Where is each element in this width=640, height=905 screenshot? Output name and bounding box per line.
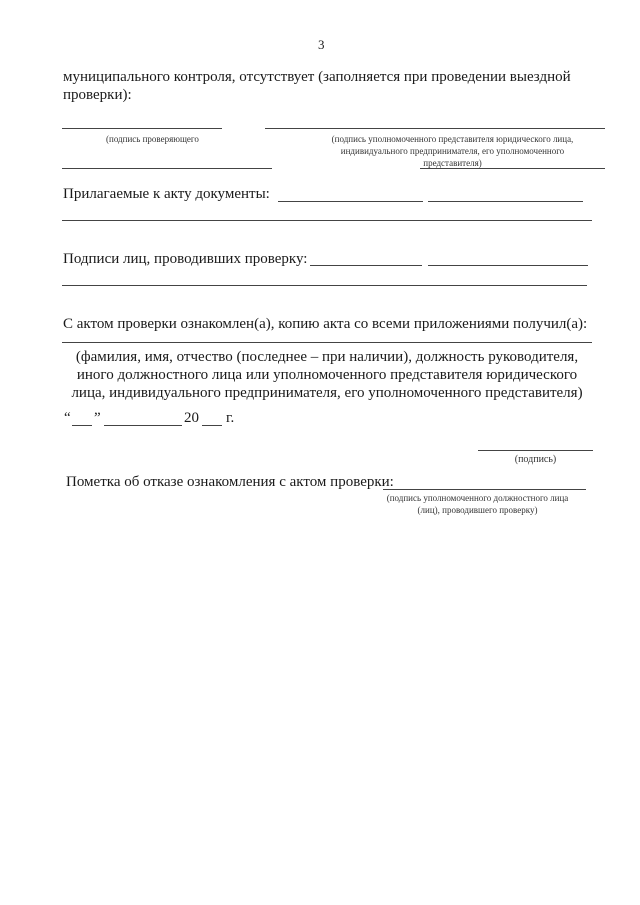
acquainted-caption-3: лица, индивидуального предпринимателя, его уполномоченного представителя) xyxy=(71,385,583,401)
signature-line-lower-left xyxy=(62,168,272,169)
attached-documents-line-2 xyxy=(62,220,592,221)
acquainted-name-line xyxy=(62,342,592,343)
refusal-caption-2: (лиц), проводившего проверку) xyxy=(417,505,538,515)
inspectors-line-1b xyxy=(428,265,588,266)
date-close-quote: ” xyxy=(94,410,101,426)
attached-documents-label: Прилагаемые к акту документы: xyxy=(63,186,270,202)
attached-documents-line-1b xyxy=(428,201,583,202)
inspectors-line-2 xyxy=(62,285,587,286)
inspectors-signatures-label: Подписи лиц, проводивших проверку: xyxy=(63,251,308,267)
intro-line-2: проверки): xyxy=(63,87,132,103)
inspector-signature-caption: (подпись проверяющего xyxy=(106,134,199,144)
page-number: 3 xyxy=(318,37,325,52)
representative-caption-3: представителя) xyxy=(423,158,482,168)
date-open-quote: “ xyxy=(64,410,71,426)
date-month-line xyxy=(104,425,182,426)
refusal-caption-1: (подпись уполномоченного должностного лица xyxy=(386,493,569,503)
acquainted-caption-1: (фамилия, имя, отчество (последнее – при наличии), должность руководителя, xyxy=(75,349,579,365)
refusal-note-label: Пометка об отказе ознакомления с актом проверки: xyxy=(66,474,394,490)
date-day-line xyxy=(72,425,92,426)
signature-line-lower-right xyxy=(420,168,605,169)
signature-line-inspector xyxy=(62,128,222,129)
acquainted-statement: С актом проверки ознакомлен(а), копию акта со всеми приложениями получил(а): xyxy=(63,316,588,332)
date-year-suffix: г. xyxy=(226,410,235,426)
intro-line-1: муниципального контроля, отсутствует (заполняется при проведении выездной xyxy=(63,69,571,85)
representative-caption-2: индивидуального предпринимателя, его уполномоченного xyxy=(340,146,565,156)
date-year-prefix: 20 xyxy=(184,410,199,426)
acquainted-caption-2: иного должностного лица или уполномоченного представителя юридического xyxy=(76,367,578,383)
attached-documents-line-1a xyxy=(278,201,423,202)
representative-caption-1: (подпись уполномоченного представителя юридического лица, xyxy=(331,134,574,144)
signature-line xyxy=(478,450,593,451)
inspectors-line-1a xyxy=(310,265,422,266)
signature-line-representative xyxy=(265,128,605,129)
date-year-line xyxy=(202,425,222,426)
refusal-note-line xyxy=(383,489,586,490)
signature-caption: (подпись) xyxy=(514,454,557,465)
